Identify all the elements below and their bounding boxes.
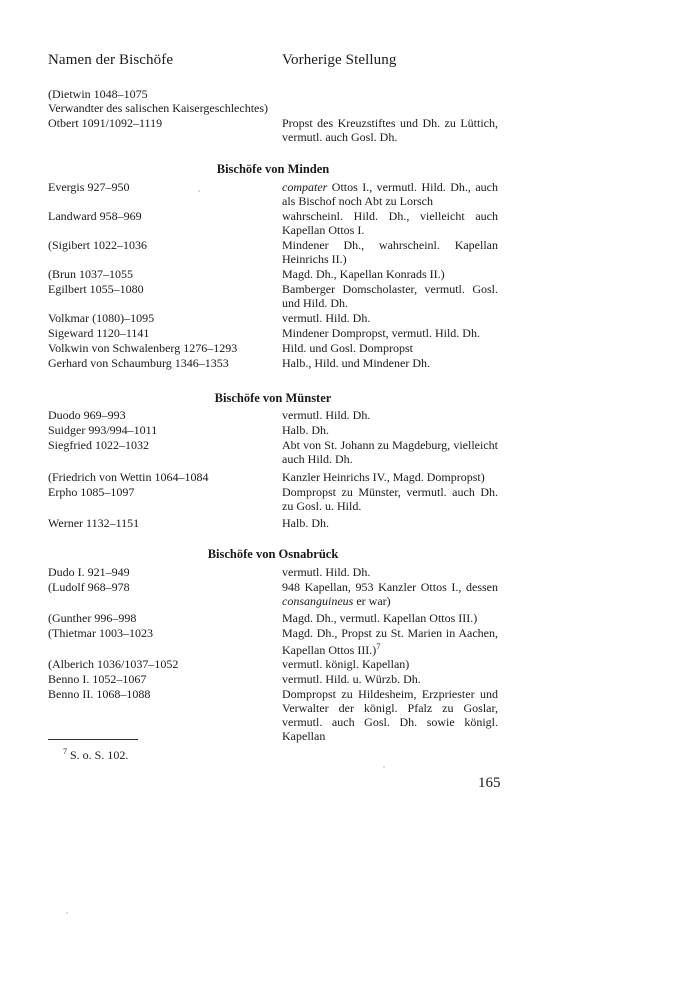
bishop-name: Dudo I. 921–949 (48, 565, 130, 579)
bishop-name: Werner 1132–1151 (48, 516, 140, 530)
bishop-previous-position: vermutl. Hild. Dh. (282, 408, 371, 422)
bishop-previous-position: Mindener Dompropst, vermutl. Hild. Dh. (282, 326, 480, 340)
bishop-previous-position: Magd. Dh., Propst zu St. Marien in Aachen, Kapellan Ottos III.)$^7$ (282, 626, 498, 657)
bishop-previous-position: Bamberger Domscholaster, vermutl. Gosl. und Hild. Dh. (282, 282, 498, 310)
paper-speck (198, 190, 200, 192)
bishop-name: Gerhard von Schaumburg 1346–1353 (48, 356, 229, 370)
bishop-name: Sigeward 1120–1141 (48, 326, 150, 340)
bishop-name: Benno II. 1068–1088 (48, 687, 151, 701)
bishop-previous-position: Magd. Dh., vermutl. Kapellan Ottos III.) (282, 611, 478, 625)
intro-line-2: Verwandter des salischen Kaisergeschlechtes) (48, 101, 269, 115)
footnote-divider (48, 739, 138, 740)
bishop-previous-position: Abt von St. Johann zu Magdeburg, vielleicht auch Hild. Dh. (282, 438, 498, 466)
bishop-name: (Ludolf 968–978 (48, 580, 130, 594)
bishop-name: (Gunther 996–998 (48, 611, 137, 625)
bishop-name: (Sigibert 1022–1036 (48, 238, 147, 252)
section-title-osnabrueck: Bischöfe von Osnabrück (207, 547, 339, 561)
italic-term: consanguineus (282, 594, 354, 608)
bishop-name: Landward 958–969 (48, 209, 142, 223)
bishop-name: Duodo 969–993 (48, 408, 126, 422)
bishop-name: Benno I. 1052–1067 (48, 672, 147, 686)
bishop-name: (Brun 1037–1055 (48, 267, 133, 281)
bishop-name: (Thietmar 1003–1023 (48, 626, 153, 640)
bishop-name: Siegfried 1022–1032 (48, 438, 149, 452)
bishop-name: Erpho 1085–1097 (48, 485, 135, 499)
bishop-previous-position: vermutl. Hild. Dh. (282, 311, 371, 325)
bishop-name: Volkmar (1080)–1095 (48, 311, 155, 325)
section-title-muenster: Bischöfe von Münster (214, 391, 332, 405)
bishop-previous-position: Dompropst zu Münster, vermutl. auch Dh. zu Gosl. u. Hild. (282, 485, 498, 513)
footnote-reference: 7 (376, 642, 381, 651)
paper-speck (66, 912, 68, 914)
bishop-previous-position: Halb., Hild. und Mindener Dh. (282, 356, 430, 370)
bishop-previous-position: Magd. Dh., Kapellan Konrads II.) (282, 267, 445, 281)
paper-speck (383, 766, 385, 768)
italic-term: compater (282, 180, 328, 194)
header-names-column: Namen der Bischöfe (48, 52, 174, 68)
bishop-name: Evergis 927–950 (48, 180, 130, 194)
bishop-previous-position: vermutl. Hild. Dh. (282, 565, 371, 579)
bishop-name: Egilbert 1055–1080 (48, 282, 144, 296)
bishop-previous-position: Dompropst zu Hildesheim, Erzpriester und Verwalter der königl. Pfalz zu Goslar, vermutl. auch Gosl. Dh. sowie königl. Kapellan (282, 687, 498, 743)
bishop-name: Suidger 993/994–1011 (48, 423, 158, 437)
footnote-mark: 7 (63, 747, 67, 756)
bishop-name: Otbert 1091/1092–1119 (48, 116, 163, 130)
bishop-previous-position: Mindener Dh., wahrscheinl. Kapellan Heinrichs II.) (282, 238, 498, 266)
bishop-name: Volkwin von Schwalenberg 1276–1293 (48, 341, 238, 355)
bishop-previous-position: wahrscheinl. Hild. Dh., vielleicht auch Kapellan Ottos I. (282, 209, 498, 237)
bishop-previous-position: Halb. Dh. (282, 516, 329, 530)
footnote: $^7$ S. o. S. 102. (63, 747, 129, 762)
header-position-column: Vorherige Stellung (282, 52, 397, 68)
bishop-previous-position: vermutl. königl. Kapellan) (282, 657, 410, 671)
bishop-previous-position: Kanzler Heinrichs IV., Magd. Dompropst) (282, 470, 485, 484)
intro-line-1: (Dietwin 1048–1075 (48, 87, 148, 101)
page-number: 165 (478, 775, 501, 791)
bishop-previous-position: 948 Kapellan, 953 Kanzler Ottos I., dessen consanguineus er war) (282, 580, 498, 608)
bishop-name: (Friedrich von Wettin 1064–1084 (48, 470, 209, 484)
bishop-previous-position: Hild. und Gosl. Dompropst (282, 341, 414, 355)
section-title-minden: Bischöfe von Minden (216, 162, 330, 176)
bishop-name: (Alberich 1036/1037–1052 (48, 657, 179, 671)
bishop-previous-position: compater Ottos I., vermutl. Hild. Dh., auch als Bischof noch Abt zu Lorsch (282, 180, 498, 208)
bishop-previous-position: Halb. Dh. (282, 423, 329, 437)
bishop-previous-position: vermutl. Hild. u. Würzb. Dh. (282, 672, 421, 686)
bishop-previous-position: Propst des Kreuzstiftes und Dh. zu Lüttich, vermutl. auch Gosl. Dh. (282, 116, 498, 144)
